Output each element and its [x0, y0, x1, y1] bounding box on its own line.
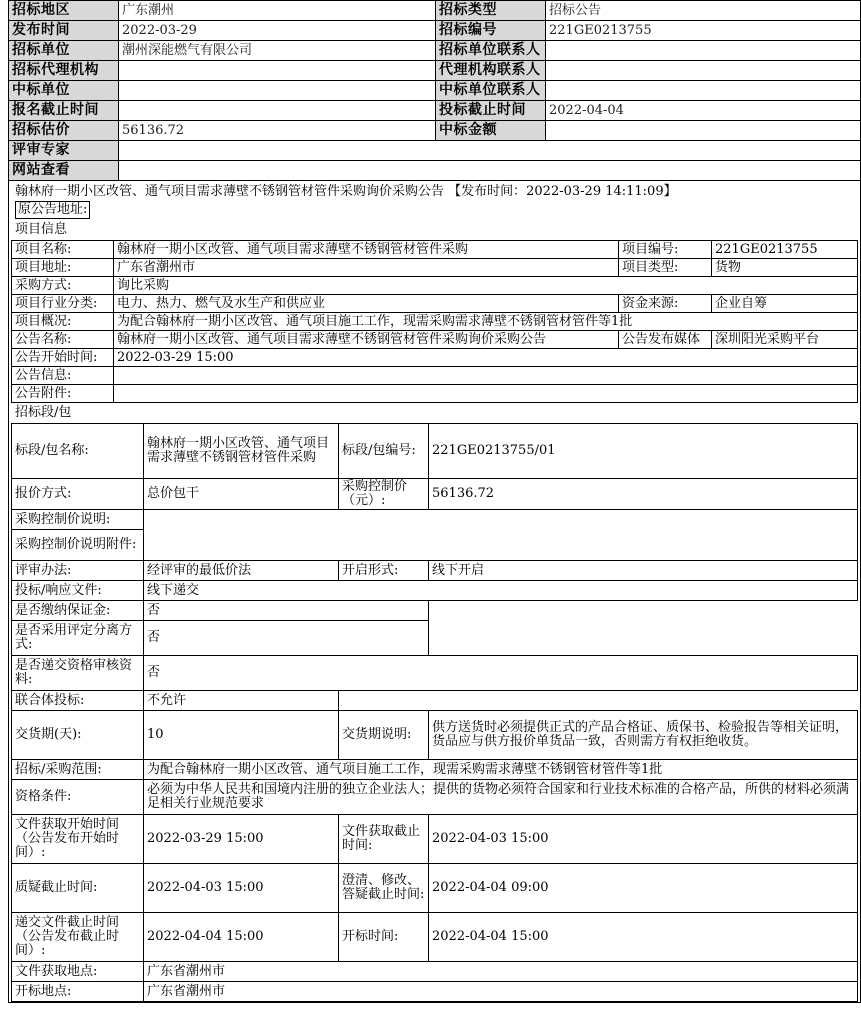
overview-label: 项目概况: — [12, 313, 114, 331]
tenderer-label: 招标单位 — [9, 41, 119, 61]
notice-attachment-label: 公告附件: — [12, 385, 114, 403]
delivery-note-label: 交货期说明: — [339, 711, 429, 760]
estimate-label: 招标估价 — [9, 121, 119, 141]
project-info-title: 项目信息 — [15, 222, 68, 237]
qualification-label: 资格条件: — [12, 780, 144, 815]
winner-contact-value — [546, 81, 861, 101]
doc-end-value: 2022-04-03 15:00 — [429, 815, 858, 864]
project-info-table — [11, 240, 858, 403]
table-row — [12, 621, 858, 656]
agency-label: 招标代理机构 — [9, 61, 119, 81]
scope-label: 招标/采购范围: — [12, 760, 144, 780]
question-end-value: 2022-04-03 15:00 — [144, 864, 339, 913]
quote-method-value: 总价包干 — [144, 479, 339, 510]
project-type-value: 货物 — [712, 259, 858, 277]
bid-deadline-label: 投标截止时间 — [436, 101, 546, 121]
doc-start-label: 文件获取开始时间（公告发布开始时间）: — [12, 815, 144, 864]
control-price-note-value — [144, 510, 858, 561]
original-address-label: 原公告地址: — [15, 201, 90, 219]
expert-label: 评审专家 — [9, 141, 119, 161]
project-name-label: 项目名称: — [12, 241, 114, 259]
table-row — [12, 864, 858, 913]
expert-value — [119, 141, 861, 161]
delivery-days-label: 交货期(天): — [12, 711, 144, 760]
table-row — [12, 277, 858, 295]
agency-contact-label: 代理机构联系人 — [436, 61, 546, 81]
table-row — [12, 656, 858, 691]
project-address-value: 广东省潮州市 — [114, 259, 619, 277]
project-code-value: 221GE0213755 — [712, 241, 858, 259]
tender-summary-table — [8, 0, 861, 181]
control-price-note-label: 采购控制价说明: — [12, 510, 144, 530]
project-address-label: 项目地址: — [12, 259, 114, 277]
tender-type-value: 招标公告 — [546, 1, 861, 21]
response-file-value: 线下递交 — [144, 581, 858, 601]
fund-source-value: 企业自筹 — [712, 295, 858, 313]
response-file-label: 投标/响应文件: — [12, 581, 144, 601]
notice-attachment-value — [114, 385, 858, 403]
industry-value: 电力、热力、燃气及水生产和供应业 — [114, 295, 619, 313]
purchase-method-value: 询比采购 — [114, 277, 858, 295]
table-row — [12, 313, 858, 331]
table-row — [12, 760, 858, 780]
consortium-value: 不允许 — [144, 691, 339, 711]
winner-label: 中标单位 — [9, 81, 119, 101]
deposit-label: 是否缴纳保证金: — [12, 601, 144, 621]
table-row — [12, 241, 858, 259]
award-amount-label: 中标金额 — [436, 121, 546, 141]
tender-type-label: 招标类型 — [436, 1, 546, 21]
table-row — [12, 913, 858, 962]
table-row — [9, 21, 861, 41]
evaluation-method-label: 评审办法: — [12, 561, 144, 581]
notice-start-value: 2022-03-29 15:00 — [114, 349, 858, 367]
control-price-attachment-label: 采购控制价说明附件: — [12, 530, 144, 561]
control-price-label: 采购控制价（元）: — [339, 479, 429, 510]
separate-eval-value: 否 — [144, 621, 429, 656]
winner-contact-label: 中标单位联系人 — [436, 81, 546, 101]
open-place-value: 广东省潮州市 — [144, 982, 858, 1002]
signup-deadline-label: 报名截止时间 — [9, 101, 119, 121]
table-row — [9, 141, 861, 161]
publish-date-label: 发布时间 — [9, 21, 119, 41]
open-time-value: 2022-04-04 15:00 — [429, 913, 858, 962]
table-row — [12, 295, 858, 313]
tenderer-contact-label: 招标单位联系人 — [436, 41, 546, 61]
winner-value — [119, 81, 436, 101]
agency-contact-value — [546, 61, 861, 81]
publish-date-value: 2022-03-29 — [119, 21, 436, 41]
table-row — [9, 1, 861, 21]
signup-deadline-value — [119, 101, 436, 121]
table-row — [12, 962, 858, 982]
question-end-label: 质疑截止时间: — [12, 864, 144, 913]
package-name-value: 翰林府一期小区改管、通气项目需求薄壁不锈钢管材管件采购 — [144, 424, 339, 479]
separate-eval-label: 是否采用评定分离方式: — [12, 621, 144, 656]
table-row — [12, 601, 858, 621]
table-row — [12, 349, 858, 367]
table-row — [9, 121, 861, 141]
table-row — [12, 510, 858, 530]
notice-name-label: 公告名称: — [12, 331, 114, 349]
table-row — [9, 61, 861, 81]
notice-start-label: 公告开始时间: — [12, 349, 114, 367]
notice-page — [8, 0, 861, 1003]
delivery-note-value: 供方送货时必须提供正式的产品合格证、质保书、检验报告等相关证明，货品应与供方报价单货品一致，否则需方有权拒绝收货。 — [429, 711, 858, 760]
package-title: 招标段/包 — [15, 405, 72, 420]
table-row — [12, 691, 858, 711]
qualification-doc-label: 是否递交资格审核资料: — [12, 656, 144, 691]
tenderer-contact-value — [546, 41, 861, 61]
project-code-label: 项目编号: — [619, 241, 712, 259]
table-row — [12, 561, 858, 581]
control-price-value: 56136.72 — [429, 479, 858, 510]
table-row — [12, 424, 858, 479]
table-row — [12, 815, 858, 864]
table-row — [12, 982, 858, 1002]
tenderer-value: 潮州深能燃气有限公司 — [119, 41, 436, 61]
delivery-days-value: 10 — [144, 711, 339, 760]
doc-place-value: 广东省潮州市 — [144, 962, 858, 982]
estimate-value: 56136.72 — [119, 121, 436, 141]
deposit-value: 否 — [144, 601, 429, 621]
scope-value: 为配合翰林府一期小区改管、通气项目施工工作，现需采购需求薄壁不锈钢管材管件等1批 — [144, 760, 858, 780]
notice-body — [8, 181, 861, 1003]
table-row — [12, 331, 858, 349]
package-name-label: 标段/包名称: — [12, 424, 144, 479]
open-form-value: 线下开启 — [429, 561, 858, 581]
table-row — [9, 161, 861, 181]
media-value: 深圳阳光采购平台 — [712, 331, 858, 349]
bid-deadline-value: 2022-04-04 — [546, 101, 861, 121]
clarify-end-label: 澄清、修改、答疑截止时间: — [339, 864, 429, 913]
submit-end-value: 2022-04-04 15:00 — [144, 913, 339, 962]
project-type-label: 项目类型: — [619, 259, 712, 277]
submit-end-label: 递交文件截止时间（公告发布截止时间）: — [12, 913, 144, 962]
purchase-method-label: 采购方式: — [12, 277, 114, 295]
consortium-label: 联合体投标: — [12, 691, 144, 711]
qualification-doc-value: 否 — [144, 656, 858, 691]
tender-code-label: 招标编号 — [436, 21, 546, 41]
quote-method-label: 报价方式: — [12, 479, 144, 510]
notice-name-value: 翰林府一期小区改管、通气项目需求薄壁不锈钢管材管件采购询价采购公告 — [114, 331, 619, 349]
open-place-label: 开标地点: — [12, 982, 144, 1002]
table-row — [9, 41, 861, 61]
table-row — [9, 81, 861, 101]
table-row — [12, 385, 858, 403]
award-amount-value — [546, 121, 861, 141]
region-value: 广东潮州 — [119, 1, 436, 21]
media-label: 公告发布媒体 — [619, 331, 712, 349]
evaluation-method-value: 经评审的最低价法 — [144, 561, 339, 581]
table-row — [12, 259, 858, 277]
site-view-label: 网站查看 — [9, 161, 119, 181]
package-code-value: 221GE0213755/01 — [429, 424, 858, 479]
table-row — [12, 367, 858, 385]
table-row — [12, 711, 858, 760]
doc-start-value: 2022-03-29 15:00 — [144, 815, 339, 864]
clarify-end-value: 2022-04-04 09:00 — [429, 864, 858, 913]
open-form-label: 开启形式: — [339, 561, 429, 581]
notice-info-value — [114, 367, 858, 385]
notice-headline: 翰林府一期小区改管、通气项目需求薄壁不锈钢管材管件采购询价采购公告 【发布时间：2022-03-29 14:11:09】 — [15, 184, 677, 199]
industry-label: 项目行业分类: — [12, 295, 114, 313]
doc-end-label: 文件获取截止时间: — [339, 815, 429, 864]
doc-place-label: 文件获取地点: — [12, 962, 144, 982]
table-row — [9, 101, 861, 121]
open-time-label: 开标时间: — [339, 913, 429, 962]
notice-info-label: 公告信息: — [12, 367, 114, 385]
site-view-value — [119, 161, 861, 181]
overview-value: 为配合翰林府一期小区改管、通气项目施工工作，现需采购需求薄壁不锈钢管材管件等1批 — [114, 313, 858, 331]
package-code-label: 标段/包编号: — [339, 424, 429, 479]
table-row — [12, 581, 858, 601]
project-name-value: 翰林府一期小区改管、通气项目需求薄壁不锈钢管材管件采购 — [114, 241, 619, 259]
agency-value — [119, 61, 436, 81]
package-table — [11, 423, 858, 1002]
table-row — [12, 780, 858, 815]
tender-code-value: 221GE0213755 — [546, 21, 861, 41]
region-label: 招标地区 — [9, 1, 119, 21]
fund-source-label: 资金来源: — [619, 295, 712, 313]
table-row — [12, 479, 858, 510]
qualification-value: 必须为中华人民共和国境内注册的独立企业法人；提供的货物必须符合国家和行业技术标准的合格产品，所供的材料必须满足相关行业规范要求 — [144, 780, 858, 815]
